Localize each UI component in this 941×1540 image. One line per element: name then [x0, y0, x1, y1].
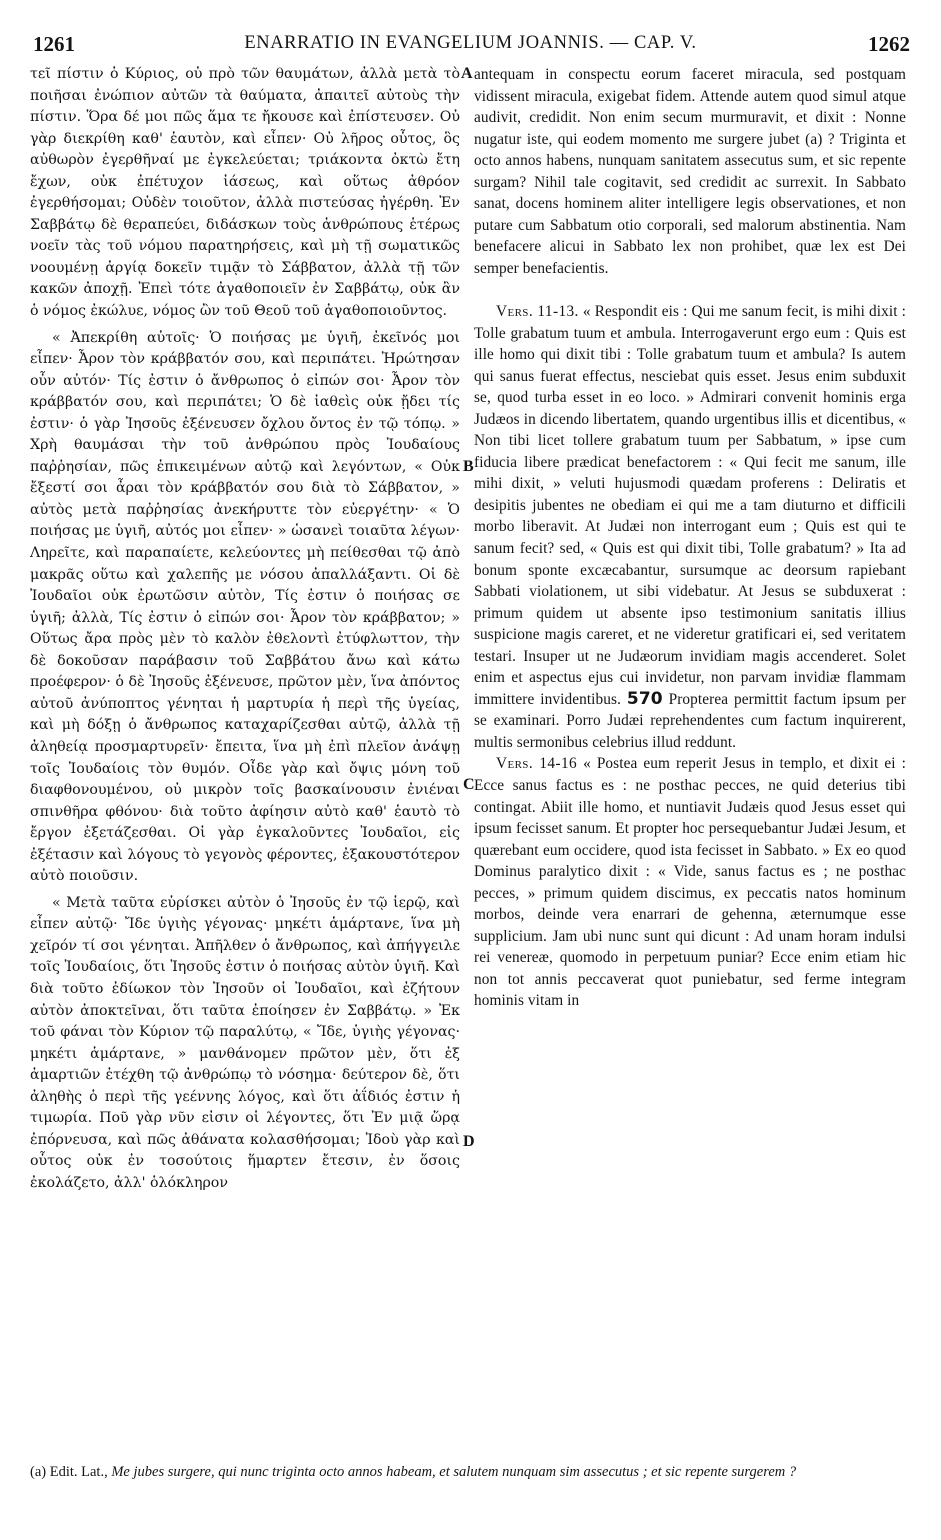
margin-letter-d: D — [463, 1133, 475, 1150]
right-page-number: 1262 — [868, 32, 910, 56]
running-head — [0, 32, 941, 62]
left-page-number: 1261 — [33, 32, 75, 56]
greek-column — [30, 64, 460, 1194]
latin-text: « Postea eum reperit Jesus in templo, et dixit ei : Ecce sanus factus es : ne posthac pecces, ne quid deterius tibi contingat. Abiit ille homo, et nuntiavit Judæis quod Jesus esset qui ipsum fecisset sanum. Et propter hoc persequebantur Judæi Jesum, et quærebant eum occidere, quod ista fecisset in Sabbato. » Ex eo quod Dominus paralytico dixit : « Vide, sanus factus es ; ne posthac pecces, » primum quidem discimus, ex peccatis natos hominum morbos, deinde vera enarrari de gehenna, æternumque esse supplicium. Jam ubi nunc sunt qui dicunt : Ad unam horam indulsi rei venereæ, quomodo in perpetuum puniar? Ecce enim etiam hic non tot annis peccaverat quot puniebatur, sed ferme integram hominis vitam in — [474, 755, 906, 1010]
footnote — [30, 1463, 910, 1481]
footnote-text: Me jubes surgere, qui nunc triginta octo annos habeam, et salutem nunquam sim assecutus ; et sic repente surgerem ? — [111, 1464, 797, 1480]
latin-paragraph: antequam in conspectu eorum faceret miracula, sed postquam vidissent miracula, exigebat fidem. Attende autem quod simul atque audivit, credidit. Non enim secum murmuravit, et dixit : Nonne nugatur iste, qui eodem momento me surgere jubet (a) ? Triginta et octo annos habens, nunquam sanitatem assecutus sum, et sic repente surgam? Nihil tale cogitavit, sed credidit ac surrexit. In Sabbato sanat, docens hominem aliter intelligere legis observationes, et non putare cum Sabbatum otio corporali, sed malorum abstinentia. Nam benefacere alicui in Sabbato lex non prohibet, quæ lex est Dei semper benefacientis. — [474, 66, 906, 277]
margin-letter-a: A — [461, 65, 473, 82]
latin-text: « Respondit eis : Qui me sanum fecit, is mihi dixit : Tolle grabatum tuum et ambula. Interrogaverunt ergo eum : Quis est ille homo qui dixit tibi : Tolle grabatum tuum et ambula? Is autem qui sanus fuerat effectus, nesciebat quis esset. Jesus enim subduxit se, quod turba esset in eo loco. » Admirari convenit hominis erga Judæos in dicendo libertatem, quando urgentibus illis et dicentibus, « Non tibi licet tollere grabatum tuum per Sabbatum, » ipse cum fiducia libere prædicat benefactorem : « Qui fecit me sanum, ille mihi dixit, » veluti hujusmodi quædam proferens : Deliratis et desipitis jubentes ne obediam ei qui me a tam diuturno et difficili morbo liberavit. At Judæi non interrogant eum ; Quis est qui te sanum fecit? sed, « Quis est qui dixit tibi, Tolle grabatum? » Ita ad bonum sponte excæcabantur, sursumque ac deorsum rapiebant Sabbati violationem, ut sibi videbatur. At Jesus se subduxerat : primum quidem ut absente ipso testimonium sanitatis illius suspicione magis careret, et ne videretur gratificari ei, sed veritatem testari. Insuper ut ne Judæorum invidiam magis accenderet. Solet enim et aspectus ejus cui invidetur, non parvam invidiæ flammam immittere invidentibus. — [474, 302, 906, 708]
running-title: ENARRATIO IN EVANGELIUM JOANNIS. — CAP. V. — [244, 33, 697, 53]
latin-paragraph — [474, 753, 906, 1012]
verse-label: Vers. 14-16 — [496, 755, 578, 773]
latin-text: Propterea permittit factum ipsum per se examinari. Porro Judæi reprehendentes cum factum inquirerent, multis sermonibus celebrius illud reddunt. — [474, 690, 906, 751]
footnote-label: (a) Edit. Lat., — [30, 1464, 108, 1480]
latin-paragraph — [474, 301, 906, 753]
margin-letter-b: B — [463, 458, 474, 475]
greek-paragraph: « Ἀπεκρίθη αὐτοῖς· Ὁ ποιήσας με ὑγιῆ, ἐκεῖνός μοι εἶπεν· Ἆρον τὸν κράββατόν σου, καὶ περιπάτει. Ἠρώτησαν οὖν αὐτόν· Τίς ἐστιν ὁ ἄνθρωπος ὁ εἰπών σοι· Ἆρον τὸν κράββατόν σου, καὶ περιπάτει; Ὁ δὲ ἰαθεὶς οὐκ ᾔδει τίς ἐστιν· ὁ γὰρ Ἰησοῦς ἐξένευσεν ὄχλου ὄντος ἐν τῷ τόπῳ. » Χρὴ θαυμάσαι τὴν τοῦ ἀνθρώπου πρὸς Ἰουδαίους παῤῥησίαν, πῶς ἐπικειμένων αὐτῷ καὶ λεγόντων, « Οὐκ ἔξεστί σοι ἆραι τὸν κράββατόν σου διὰ τὸ Σάββατον, » αὐτὸς μετὰ παῤῥησίας ἀνεκήρυττε τὸν εὐεργέτην· « Ὁ ποιήσας με ὑγιῆ, αὐτός μοι εἶπεν· » ὡσανεὶ τοιαῦτα λέγων· Ληρεῖτε, καὶ παραπαίετε, κελεύοντες μὴ πείθεσθαι τῷ ἀπὸ μακρᾶς οὕτω καὶ χαλεπῆς με νόσου ἀπαλλάξαντι. Οἱ δὲ Ἰουδαῖοι οὐκ ἐρωτῶσιν αὐτὸν, Τίς ἐστιν ὁ ποιήσας σε ὑγιῆ; ἀλλὰ, Τίς ἐστιν ὁ εἰπών σοι· Ἆρον τὸν κράββατον; » Οὕτως ἄρα πρὸς μὲν τὸ καλὸν ἐθελοντὶ ἐτύφλωττον, τὴν δὲ δοκοῦσαν παράβασιν τοῦ Σαββάτου ἄνω καὶ κάτω προέφερον· ὁ δὲ Ἰησοῦς ἐξένευσε, πρῶτον μὲν, ἵνα ἀπόντος αὐτοῦ ἀνύποπτος γένηται ἡ μαρτυρία ἡ περὶ τῆς ὑγείας, καὶ μὴ δόξῃ ὁ ἄνθρωπος καταχαρίζεσθαι αὐτῷ, ἀλλὰ τῇ ἀληθείᾳ προσμαρτυρεῖν· ἔπειτα, ἵνα μὴ ἐπὶ πλεῖον ἀνάψῃ τοῖς Ἰουδαίοις τὸν θυμόν. Οἶδε γὰρ καὶ ὄψις μόνη τοῦ διαφθονουμένου, οὐ μικρὸν τοῖς βασκαίνουσιν ἐνιέναι σπινθῆρα φθόνου· διὰ τοῦτο ἀφίησιν αὐτὸ καθ' ἑαυτὸ τὸ ἔργον ἐξετάζεσθαι. Οἱ γὰρ ἐγκαλοῦντες Ἰουδαῖοι, εἰς ἐξέτασιν καὶ λόγους τὸ γεγονὸς φέροντες, ἐξακουστότερον αὐτὸ ποιοῦσιν. — [30, 329, 460, 885]
latin-column — [474, 64, 906, 1012]
margin-letter-c: C — [463, 776, 475, 793]
greek-paragraph: « Μετὰ ταῦτα εὑρίσκει αὐτὸν ὁ Ἰησοῦς ἐν τῷ ἱερῷ, καὶ εἶπεν αὐτῷ· Ἴδε ὑγιὴς γέγονας· μηκέτι ἁμάρτανε, ἵνα μὴ χεῖρόν τί σοι γένηται. Ἀπῆλθεν ὁ ἄνθρωπος, καὶ ἀπήγγειλε τοῖς Ἰουδαίοις, ὅτι Ἰησοῦς ἐστιν ὁ ποιήσας αὐτὸν ὑγιῆ. Καὶ διὰ τοῦτο ἐδίωκον τὸν Ἰησοῦν οἱ Ἰουδαῖοι, καὶ ἐζήτουν αὐτὸν ἀποκτεῖναι, ὅτι ταῦτα ἐποίησεν ἐν Σαββάτῳ. » Ἐκ τοῦ φάναι τὸν Κύριον τῷ παραλύτῳ, « Ἴδε, ὑγιὴς γέγονας· μηκέτι ἁμάρτανε, » μανθάνομεν πρῶτον μὲν, ὅτι ἐξ ἁμαρτιῶν ἐτέχθη τῷ ἀνθρώπῳ τὸ νόσημα· δεύτερον δὲ, ὅτι ἀληθὴς ὁ περὶ τῆς γεέννης λόγος, καὶ ὅτι ἀΐδιός ἐστιν ἡ τιμωρία. Ποῦ γὰρ νῦν εἰσιν οἱ λέγοντες, ὅτι Ἐν μιᾷ ὥρᾳ ἐπόρνευσα, καὶ πῶς ἀθάνατα κολασθήσομαι; Ἰδοὺ γὰρ καὶ οὗτος οὐκ ἐν τοσούτοις ἥμαρτεν ἔτεσιν, ἐν ὅσοις ἐκολάζετο, ἀλλ' ὁλόκληρον — [30, 894, 460, 1191]
column-number: 570 — [626, 688, 663, 709]
verse-label: Vers. 11-13. — [496, 302, 579, 320]
greek-paragraph: τεῖ πίστιν ὁ Κύριος, οὐ πρὸ τῶν θαυμάτων, ἀλλὰ μετὰ τὸ ποιῆσαι ἐνώπιον αὐτῶν τὰ θαύματα, ἀπαιτεῖ αὐτοὺς τὴν πίστιν. Ὅρα δέ μοι πῶς ἅμα τε ἤκουσε καὶ ἐπίστευσεν. Οὐ γὰρ διεκρίθη καθ' ἑαυτὸν, καὶ εἶπεν· Οὐ λῆρος οὗτος, ὃς αὐθωρὸν ἐγερθῆναί με ἐγκελεύεται; τριάκοντα ὀκτὼ ἔτη ἔχων, οὐκ ἐπέτυχον ἰάσεως, καὶ οὕτως ἀθρόον ἐγερθήσομαι; Οὐδὲν τοιοῦτον, ἀλλὰ πιστεύσας ἠγέρθη. Ἐν Σαββάτῳ δὲ θεραπεύει, διδάσκων τοὺς ἀνθρώπους ἑτέρως νοεῖν τὰς τοῦ νόμου παρατηρήσεις, καὶ μὴ τῇ σωματικῶς νοουμένῃ ἀργίᾳ δοκεῖν τιμᾷν τὸ Σάββατον, ἀλλὰ τῇ τῶν κακῶν ἀποχῇ. Ἐπεὶ τότε ἀγαθοποιεῖν ἐν Σαββάτῳ, οὐκ ἂν ὁ νόμος ἐκώλυε, νόμος ὢν τοῦ Θεοῦ τοῦ ἀγαθοποιοῦντος. — [30, 66, 460, 320]
